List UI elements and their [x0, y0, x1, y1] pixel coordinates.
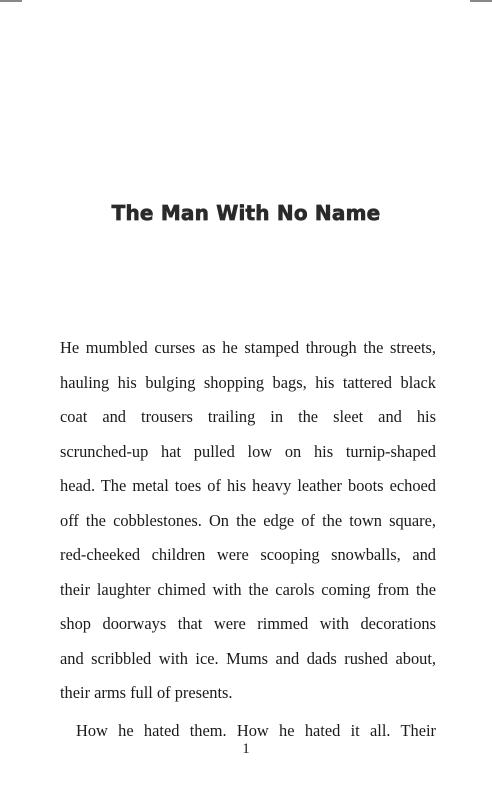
text-line: scrunched-up hat pulled low on his turnip-shaped [60, 441, 436, 461]
text-line: their laughter chimed with the carols coming from the [60, 579, 436, 599]
text-line: red-cheeked children were scooping snowballs, and [60, 545, 436, 564]
text-line: hauling his bulging shopping bags, his tattered black [60, 372, 436, 392]
text-line: He mumbled curses as he stamped through the streets, [60, 338, 436, 357]
page-edge-mark-left [0, 0, 22, 2]
text-line: shop doorways that were rimmed with decorations [60, 614, 436, 633]
text-line: and scribbled with ice. Mums and dads rushed about, [60, 648, 436, 668]
page-edge-mark-right [470, 0, 492, 2]
text-line: off the cobblestones. On the edge of the town square, [60, 510, 436, 530]
text-line: coat and trousers trailing in the sleet and his [60, 407, 436, 426]
body-text [60, 331, 436, 748]
text-line: their arms full of presents. [60, 683, 233, 702]
text-line: head. The metal toes of his heavy leather boots echoed [60, 476, 436, 495]
page-number: 1 [242, 741, 250, 757]
chapter-title: The Man With No Name [111, 201, 381, 225]
text-line: How he hated them. How he hated it all. Their [76, 720, 436, 740]
